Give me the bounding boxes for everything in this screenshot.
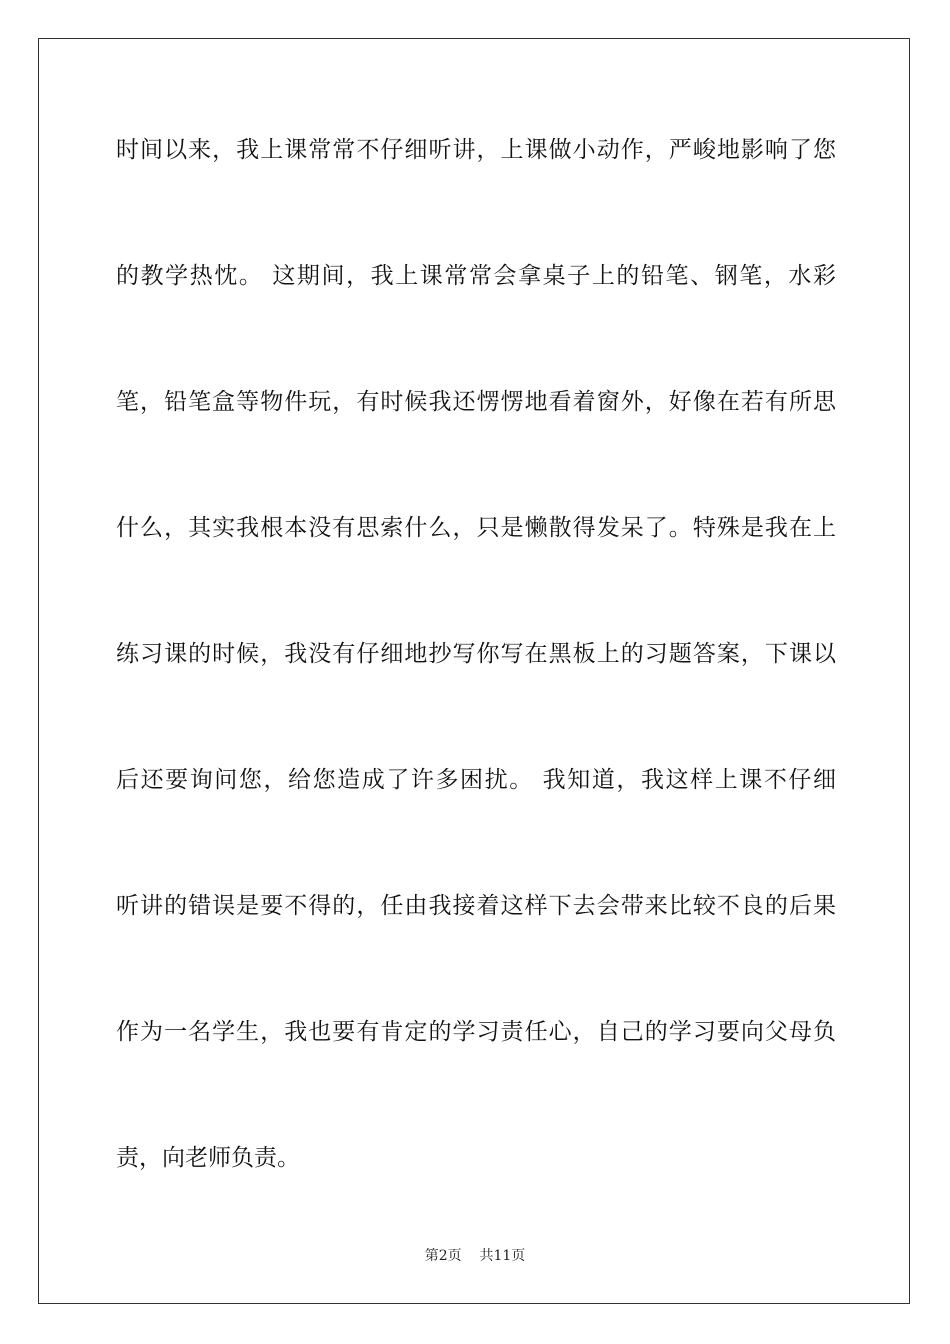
document-body [116,110,836,1244]
text-line: 时间以来，我上课常常不仔细听讲，上课做小动作，严峻地影响了您 [116,137,836,163]
text-line: 后还要询问您，给您造成了许多困扰。 我知道，我这样上课不仔细 [116,767,836,793]
page-footer [0,1246,950,1266]
text-line: 听讲的错误是要不得的，任由我接着这样下去会带来比较不良的后果 [116,893,836,919]
text-line: 的教学热忱。 这期间，我上课常常会拿桌子上的铅笔、钢笔，水彩 [116,263,836,289]
text-line: 责，向老师负责。 [116,1145,300,1171]
page-total: 共11页 [479,1248,526,1264]
text-line: 笔，铅笔盒等物件玩，有时候我还愣愣地看着窗外，好像在若有所思 [116,389,836,415]
text-line: 什么，其实我根本没有思索什么，只是懒散得发呆了。特殊是我在上 [116,515,836,541]
page-number: 第2页 [424,1248,462,1264]
text-line: 作为一名学生，我也要有肯定的学习责任心，自己的学习要向父母负 [116,1019,836,1045]
text-line: 练习课的时候，我没有仔细地抄写你写在黑板上的习题答案，下课以 [116,641,836,667]
